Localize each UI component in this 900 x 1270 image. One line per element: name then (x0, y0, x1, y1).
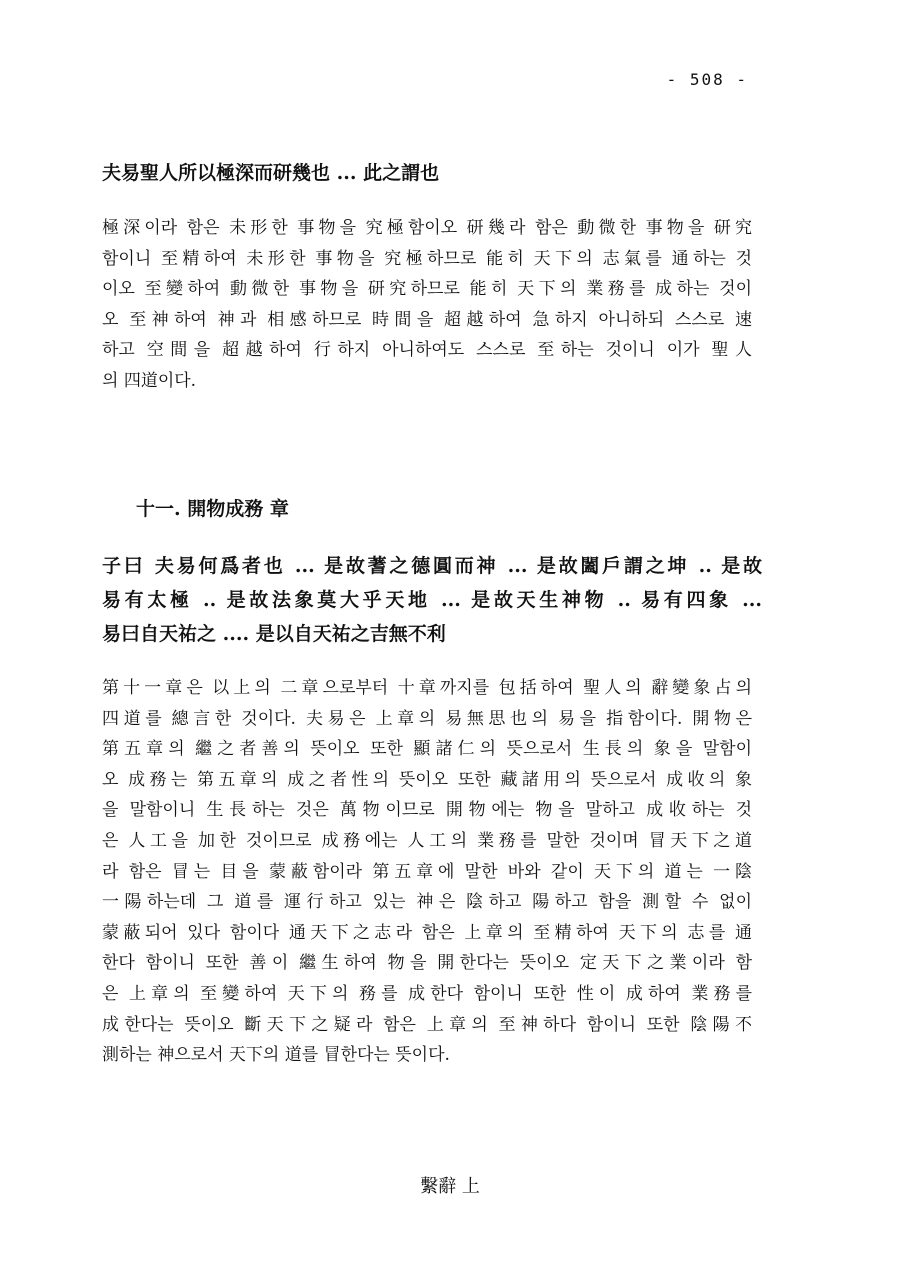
commentary-line: 測하는 神으로서 天下의 道를 冒한다는 뜻이다. (102, 1045, 450, 1066)
page-number: - 508 - (666, 70, 748, 89)
commentary-line: 四道를 總言한 것이다. 夫易은 上章의 易無思也의 易을 指함이다. 開物은 (102, 708, 752, 729)
commentary-line: 오 至神하여 神과 相感하므로 時間을 超越하여 急하지 아니하되 스스로 速 (102, 309, 752, 330)
commentary-line: 一陽하는데 그 道를 運行하고 있는 神은 陰하고 陽하고 함을 測할 수 없이 (102, 892, 752, 913)
commentary-line: 成한다는 뜻이오 斷天下之疑라 함은 上章의 至神하다 함이니 또한 陰陽不 (102, 1014, 752, 1035)
commentary-line: 蒙蔽되어 있다 함이다 通天下之志라 함은 上章의 至精하여 天下의 志를 通 (102, 922, 752, 943)
commentary-line: 第五章의 繼之者善의 뜻이오 또한 顯諸仁의 뜻으로서 生長의 象을 말함이 (102, 739, 752, 760)
quote-line: 易有太極 .. 是故法象莫大乎天地 ... 是故天生神物 .. 易有四象 ... (102, 589, 762, 611)
passage-2-commentary (102, 673, 752, 1071)
passage-2-quote (102, 549, 762, 651)
commentary-line: 第十一章은 以上의 二章으로부터 十章까지를 包括하여 聖人의 辭變象占의 (102, 678, 752, 698)
passage-1-quote: 夫易聖人所以極深而研幾也 ... 此之謂也 (102, 162, 440, 184)
commentary-line: 라 함은 冒는 目을 蒙蔽함이라 第五章에 말한 바와 같이 天下의 道는 一陰 (102, 861, 752, 882)
commentary-line: 의 四道이다. (102, 370, 197, 391)
running-footer: 繫辭 上 (420, 1176, 480, 1197)
commentary-line: 하고 空間을 超越하여 行하지 아니하여도 스스로 至하는 것이니 이가 聖人 (102, 340, 752, 361)
commentary-line: 은 上章의 至變하여 天下의 務를 成한다 함이니 또한 性이 成하여 業務를 (102, 983, 752, 1004)
commentary-line: 오 成務는 第五章의 成之者性의 뜻이오 또한 藏諸用의 뜻으로서 成收의 象 (102, 769, 752, 790)
commentary-line: 은 人工을 加한 것이므로 成務에는 人工의 業務를 말한 것이며 冒天下之道 (102, 830, 752, 851)
section-title: 十一. 開物成務 章 (136, 498, 289, 520)
quote-line: 易曰自天祐之 .... 是以自天祐之吉無不利 (102, 623, 446, 645)
commentary-line: 한다 함이니 또한 善이 繼生하여 物을 開한다는 뜻이오 定天下之業이라 함 (102, 953, 752, 974)
commentary-line: 이오 至變하여 動微한 事物을 研究하므로 能히 天下의 業務를 成하는 것이 (102, 279, 752, 300)
commentary-line: 極深이라 함은 未形한 事物을 究極함이오 研幾라 함은 動微한 事物을 研究 (102, 218, 752, 238)
quote-line: 子曰 夫易何爲者也 ... 是故蓍之德圓而神 ... 是故闔戶謂之坤 .. 是故 (102, 555, 762, 577)
passage-1-commentary (102, 213, 752, 397)
commentary-line: 을 말함이니 生長하는 것은 萬物이므로 開物에는 物을 말하고 成收하는 것 (102, 800, 752, 821)
commentary-line: 함이니 至精하여 未形한 事物을 究極하므로 能히 天下의 志氣를 通하는 것 (102, 248, 752, 269)
